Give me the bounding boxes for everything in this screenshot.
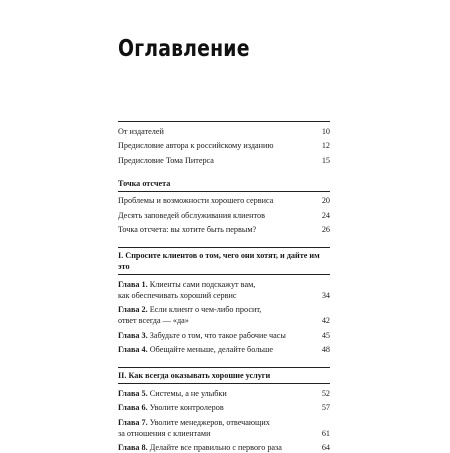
entry-title: Проблемы и возможности хорошего сервиса (118, 196, 274, 205)
page-number: 64 (321, 443, 330, 452)
entry-title: Предисловие Тома Питерса (118, 155, 214, 165)
entry-title (118, 402, 322, 413)
page-number: 57 (321, 403, 330, 412)
page-number: 42 (321, 316, 330, 325)
page-number: 45 (321, 330, 330, 340)
table-of-contents (118, 121, 330, 453)
page-number: 15 (321, 155, 330, 165)
toc-entry[interactable] (118, 224, 330, 235)
chapter-label: Глава 2. (118, 305, 148, 314)
entry-text: как обеспечивать хороший сервис (118, 290, 237, 300)
divider (118, 121, 330, 122)
page-number: 24 (321, 210, 330, 220)
chapter-label: Глава 3. (118, 330, 148, 340)
entry-text: Клиенты сами подскажут вам, (149, 279, 256, 289)
entry-text: Если клиент о чем-либо просит, (149, 305, 262, 314)
toc-entry[interactable] (118, 195, 330, 206)
chapter-label: Глава 4. (118, 345, 148, 354)
toc-entry[interactable] (118, 344, 330, 355)
toc-entry[interactable] (118, 388, 330, 399)
entry-text: Уволите контролеров (149, 403, 224, 412)
entry-title (118, 388, 322, 399)
page-number: 61 (321, 428, 330, 438)
entry-text: ответ всегда — «да» (118, 316, 189, 325)
entry-title: Точка отсчета: вы хотите быть первым? (118, 225, 257, 234)
page-title: Оглавление (118, 36, 250, 62)
entry-text: Забудьте о том, что такое рабочие часы (149, 330, 286, 340)
page-number: 10 (321, 126, 330, 136)
entry-title: Десять заповедей обслуживания клиентов (118, 210, 265, 220)
section-heading: II. Как всегда оказывать хорошие услуги (118, 371, 271, 380)
toc-entry[interactable] (118, 330, 330, 341)
entry-title (118, 417, 322, 439)
page-number: 34 (321, 290, 330, 300)
entry-title (118, 442, 322, 453)
entry-text: Обещайте меньше, делайте больше (149, 345, 273, 354)
page-number: 48 (321, 345, 330, 354)
divider (118, 383, 330, 384)
entry-title (118, 344, 322, 355)
chapter-label: Глава 6. (118, 403, 148, 412)
entry-title: Предисловие автора к российскому изданию (118, 141, 274, 150)
toc-entry[interactable] (118, 155, 330, 166)
page-number: 52 (321, 388, 330, 398)
entry-text: Уволите менеджеров, отвечающих (149, 417, 270, 427)
toc-entry[interactable] (118, 210, 330, 221)
divider (118, 274, 330, 275)
entry-text: Системы, а не улыбки (149, 388, 227, 398)
page-number: 26 (321, 225, 330, 234)
toc-entry[interactable] (118, 304, 330, 326)
divider (118, 191, 330, 192)
section-heading: Точка отсчета (118, 178, 171, 188)
entry-title (118, 304, 322, 326)
chapter-label: Глава 8. (118, 443, 148, 452)
section-heading: I. Спросите клиентов о том, чего они хотят, и дайте им это (118, 251, 320, 271)
entry-text: Делайте все правильно с первого раза (149, 443, 282, 452)
entry-title (118, 279, 322, 301)
page-number: 12 (321, 141, 330, 150)
toc-entry[interactable] (118, 417, 330, 439)
entry-text: за отношения с клиентами (118, 428, 211, 438)
entry-title (118, 330, 322, 341)
toc-entry[interactable] (118, 279, 330, 301)
toc-entry[interactable] (118, 126, 330, 137)
page-number: 20 (321, 196, 330, 205)
chapter-label: Глава 5. (118, 388, 148, 398)
chapter-label: Глава 1. (118, 279, 148, 289)
toc-entry[interactable] (118, 402, 330, 413)
toc-entry[interactable] (118, 442, 330, 453)
chapter-label: Глава 7. (118, 417, 148, 427)
toc-entry[interactable] (118, 140, 330, 151)
entry-title: От издателей (118, 126, 164, 136)
